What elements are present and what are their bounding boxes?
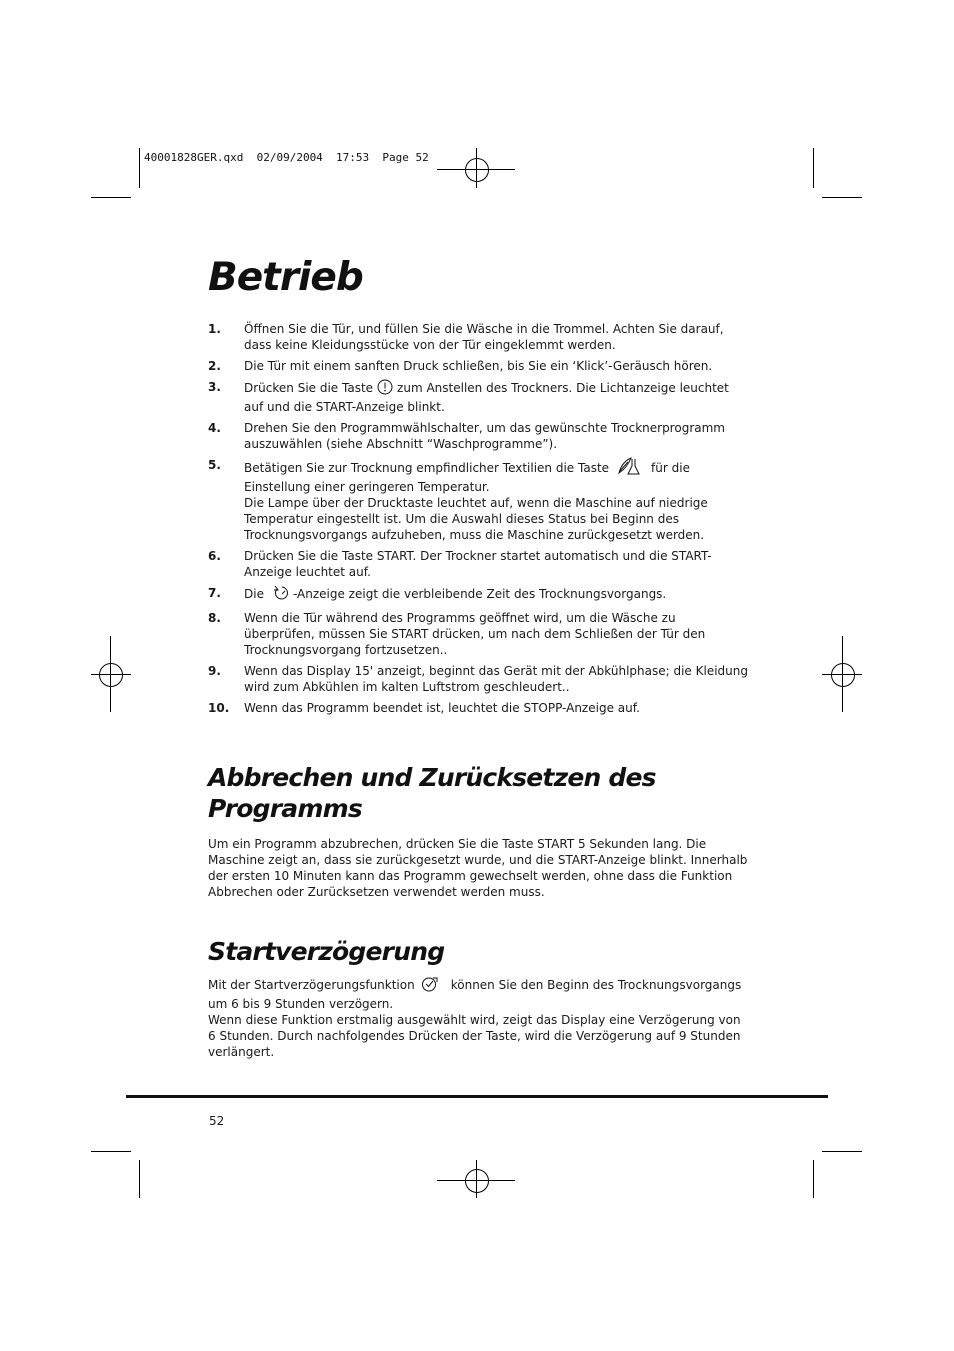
list-item: [208, 457, 748, 543]
list-item: [208, 420, 748, 452]
step-text: [244, 585, 748, 605]
delay-text-pre: Mit der Startverzögerungsfunktion: [208, 978, 415, 992]
step-number: 4.: [208, 421, 221, 435]
print-slug: 40001828GER.qxd 02/09/2004 17:53 Page 52: [144, 151, 429, 164]
crop-mark: [822, 197, 862, 198]
section-heading-delay: Startverzögerung: [208, 937, 445, 966]
section-body-cancel: Um ein Programm abzubrechen, drücken Sie die Taste START 5 Sekunden lang. Die Maschine zeigt an, dass sie zurückgesetzt wurde, und die START-Anzeige blinkt. Innerhalb der ersten 10 Minuten kann das Programm gewechselt werden, ohne dass die Funktion Abbrechen oder Zurücksetzen verwendet werden muss.: [208, 837, 748, 899]
step-number: 7.: [208, 586, 221, 600]
step-text: Drücken Sie die Taste START. Der Trockner startet automatisch und die START-Anzeige leuchtet auf.: [244, 549, 712, 579]
list-item: [208, 379, 748, 415]
step-number: 9.: [208, 664, 221, 678]
delay-start-icon: [421, 976, 439, 996]
step-number: 1.: [208, 322, 221, 336]
list-item: [208, 663, 748, 695]
step-text: [244, 457, 748, 543]
section-heading-line: Programms: [208, 794, 362, 823]
list-item: [208, 321, 748, 353]
step-text-extra: Die Lampe über der Drucktaste leuchtet auf, wenn die Maschine auf niedrige Temperatur eingestellt ist. Um die Auswahl dieses Status bei Beginn des Trocknungsvorgangs aufzuheben, muss die Maschine zurückgesetzt werden.: [244, 496, 708, 542]
page-title: Betrieb: [208, 255, 363, 300]
list-item: [208, 358, 748, 374]
step-text-pre: Die: [244, 587, 264, 601]
footer-rule: [126, 1095, 828, 1098]
step-text: Wenn die Tür während des Programms geöffnet wird, um die Wäsche zu überprüfen, müssen Sie START drücken, um nach dem Schließen der Tür den Trocknungsvorgang fortzusetzen..: [244, 611, 706, 657]
registration-circle: [465, 158, 489, 182]
list-item: [208, 700, 748, 716]
step-text: Wenn das Display 15' anzeigt, beginnt das Gerät mit der Abkühlphase; die Kleidung wird zum Abkühlen im kalten Luftstrom geschleudert..: [244, 664, 748, 694]
step-text-pre: Betätigen Sie zur Trocknung empfindlicher Textilien die Taste: [244, 461, 610, 475]
section-body-delay-1: [208, 976, 748, 1012]
crop-mark: [139, 148, 140, 188]
registration-circle: [465, 1169, 489, 1193]
step-text-pre: Drücken Sie die Taste: [244, 381, 374, 395]
step-number: 5.: [208, 458, 221, 472]
delay-text-post: können Sie den Beginn des Trocknungsvorgangs um 6 bis 9 Stunden verzögern.: [208, 978, 742, 1011]
step-text: Die Tür mit einem sanften Druck schließen, bis Sie ein ‘Klick’-Geräusch hören.: [244, 359, 713, 373]
section-heading-line: Abbrechen und Zurücksetzen des: [208, 763, 656, 792]
crop-mark: [91, 1151, 131, 1152]
list-item: [208, 610, 748, 658]
crop-mark: [139, 1160, 140, 1198]
step-text-post: für die Einstellung einer geringeren Temperatur.: [244, 461, 690, 494]
registration-circle: [831, 663, 855, 687]
power-icon: [377, 379, 393, 399]
remaining-time-icon: [273, 585, 291, 605]
registration-circle: [99, 663, 123, 687]
step-text: Drehen Sie den Programmwählschalter, um das gewünschte Trocknerprogramm auszuwählen (siehe Abschnitt “Waschprogramme”).: [244, 421, 725, 451]
steps-list: [208, 321, 748, 721]
list-item: [208, 585, 748, 605]
section-heading-cancel: [208, 762, 656, 824]
delicate-icon: [617, 457, 641, 479]
step-text-post: zum Anstellen des Trockners. Die Lichtanzeige leuchtet auf und die START-Anzeige blinkt.: [244, 381, 729, 414]
step-number: 6.: [208, 549, 221, 563]
crop-mark: [822, 1151, 862, 1152]
step-number: 10.: [208, 701, 230, 715]
section-body-delay-2: Wenn diese Funktion erstmalig ausgewählt wird, zeigt das Display eine Verzögerung von 6 Stunden. Durch nachfolgendes Drücken der Taste, wird die Verzögerung auf 9 Stunden verlängert.: [208, 1013, 741, 1059]
crop-mark: [91, 197, 131, 198]
crop-mark: [813, 148, 814, 188]
step-text: Wenn das Programm beendet ist, leuchtet die STOPP-Anzeige auf.: [244, 701, 640, 715]
page-number: 52: [209, 1114, 225, 1128]
step-text-post: -Anzeige zeigt die verbleibende Zeit des Trocknungsvorgangs.: [292, 587, 667, 601]
step-text: Öffnen Sie die Tür, und füllen Sie die Wäsche in die Trommel. Achten Sie darauf, dass keine Kleidungsstücke von der Tür eingeklemmt werden.: [244, 322, 724, 352]
list-item: [208, 548, 748, 580]
step-number: 8.: [208, 611, 221, 625]
step-number: 2.: [208, 359, 221, 373]
step-number: 3.: [208, 380, 221, 394]
step-text: [244, 379, 748, 415]
crop-mark: [813, 1160, 814, 1198]
